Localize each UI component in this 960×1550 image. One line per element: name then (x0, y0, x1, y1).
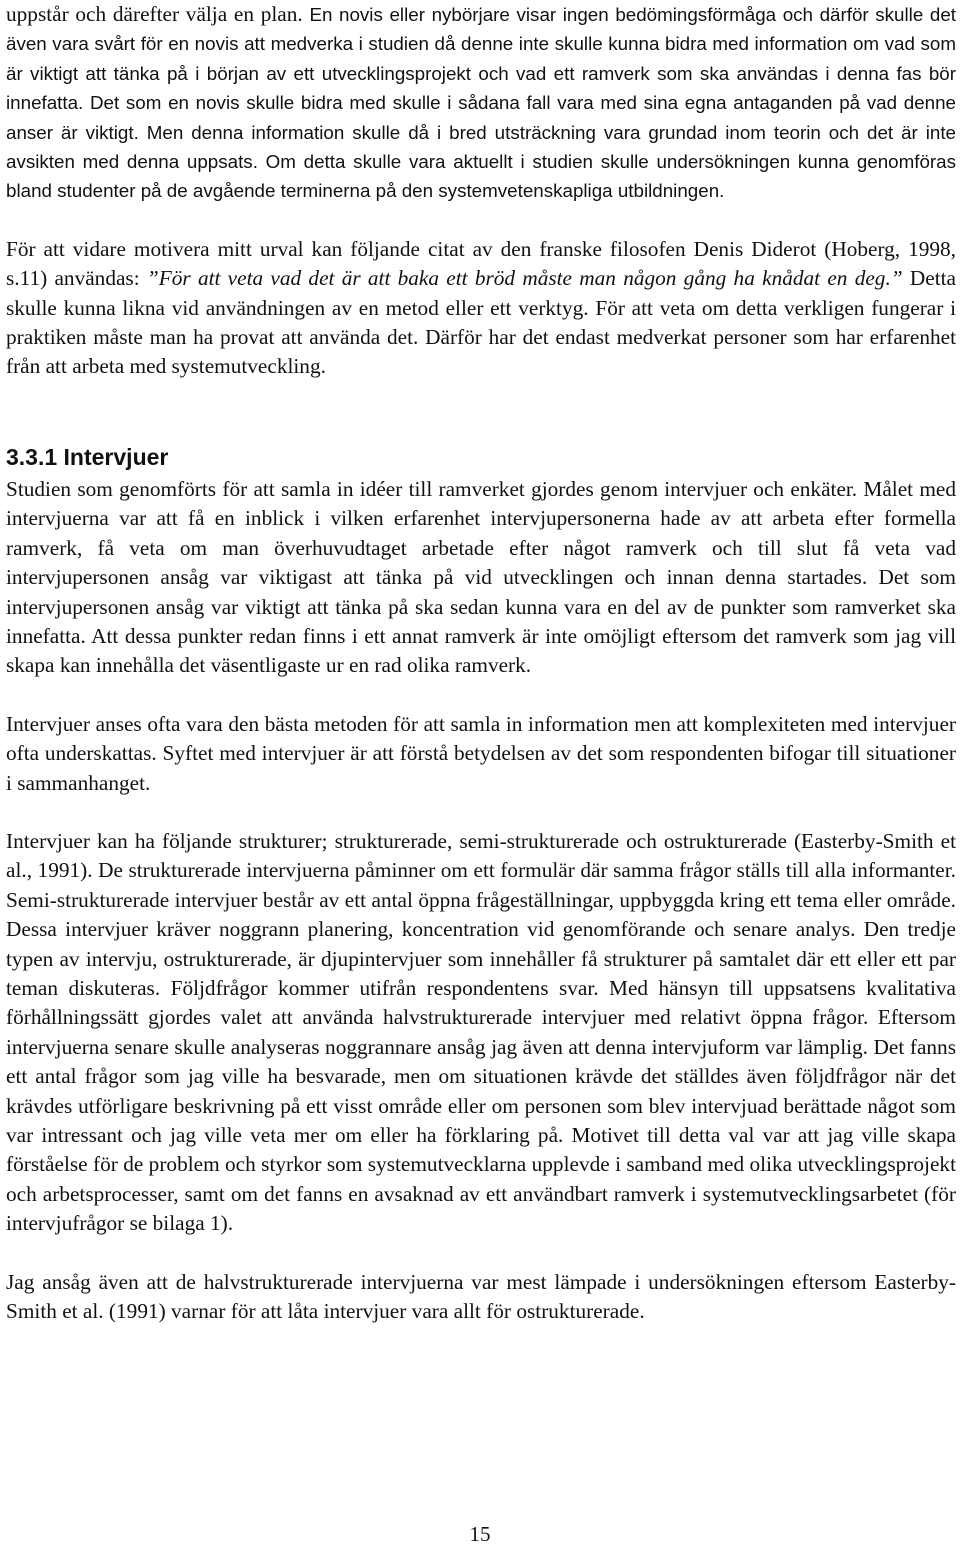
paragraph-before-quote: För att vidare motivera mitt urval kan följande citat av den franske filosofen Denis Diderot (Hoberg, 1998, s.11) användas: (6, 236, 956, 291)
paragraph-spacer (6, 798, 956, 827)
paragraph-after-quote: Detta skulle kunna likna vid användningen av en metod eller ett verktyg. För att veta om detta verkligen fungerar i praktiken måste man ha provat att använda det. Därför har det endast medverkat personer som har erfarenhet från att arbeta med systemutveckling. (6, 266, 957, 379)
section-spacer (6, 382, 956, 442)
paragraph-lead-text: uppstår och därefter välja en plan. (6, 2, 310, 26)
diderot-quote: ”För att veta vad det är att baka ett bröd måste man någon gång ha knådat en deg.” (146, 266, 903, 291)
paragraph-sample-selection (6, 0, 956, 206)
paragraph-novice-tail: Det som en novis skulle bidra med skulle i sådana fall vara med sina egna antaganden på vad denne anser är viktigt. Men denna information skulle då i bred utsträckning vara grundad inom teorin och det är inte avsikten med denna uppsats. Om detta skulle vara aktuellt i studien skulle undersökningen kunna genomföras bland studenter på de avgående terminerna på den systemvetenskapliga utbildningen. (6, 92, 956, 202)
paragraph-spacer (6, 681, 956, 710)
paragraph-semi-structured-choice: Jag ansåg även att de halvstrukturerade intervjuerna var mest lämpade i undersökningen eftersom Easterby-Smith et al. (1991) varnar för att låta intervjuer vara allt för ostrukturerade. (6, 1269, 956, 1324)
paragraph-interview-structures: Intervjuer kan ha följande strukturer; strukturerade, semi-strukturerade och ostrukturerade (Easterby-Smith et al., 1991). De strukturerade intervjuerna påminner om ett formulär där samma frågor ställs till alla informanter. Semi-strukturerade intervjuer består av ett antal öppna frågeställningar, uppbyggda kring ett tema eller område. Dessa intervjuer kräver noggrann planering, koncentration vid genomförande och senare analys. Den tredje typen av intervju, ostrukturerade, är djupintervjuer som innehåller få strukturer på samtalet där ett eller ett par teman diskuteras. Följdfrågor kommer utifrån respondentens svar. Med hänsyn till uppsatsens kvalitativa förhållningssätt gjordes valet att använda halvstrukturerade intervjuer med relativt öppna frågor. Eftersom intervjuerna senare skulle analyseras noggrannare ansåg jag även att denna intervjuform var lämplig. Det fanns ett antal frågor som jag ville ha besvarade, men om situationen krävde det ställdes även följdfrågor när det krävdes utförligare beskrivning på ett visst område eller om personen som blev intervjuad berättade något som var intressant och jag ville veta mer om eller ha förklaring på. Motivet till detta val var att jag ville skapa förståelse för de problem och styrkor som systemutvecklarna upplevde i samband med olika utvecklingsprojekt och arbetsprocesser, samt om det fanns en avsaknad av ett användbart ramverk i systemutvecklingsarbetet (för intervjufrågor se bilaga 1). (6, 828, 956, 1236)
page-number: 15 (469, 1522, 491, 1546)
paragraph-novice-text: En novis eller nybörjare visar ingen bedömingsförmåga och därför skulle det även vara svårt för en novis att medverka i studien då denne inte skulle kunna bidra med information om vad som är viktigt att tänka på i början av ett utvecklingsprojekt och vad ett ramverk som ska användas i denna fas bör innefatta. (6, 4, 957, 114)
paragraph-spacer (6, 1239, 956, 1268)
paragraph-study-method: Studien som genomförts för att samla in idéer till ramverket gjordes genom intervjuer och enkäter. Målet med intervjuerna var att få en inblick i vilken erfarenhet intervjupersonerna hade av att arbeta efter formella ramverk, få veta om man överhuvudtaget arbetade efter något ramverk och till slut få veta vad intervjupersonen ansåg var viktigast att tänka på vid utvecklingen och innan denna startades. Det som intervjupersonen ansåg var viktigt att tänka på ska sedan kunna vara en del av de punkter som ramverket ska innefatta. Att dessa punkter redan finns i ett annat ramverk är inte omöjligt eftersom det ramverk som jag vill skapa kan innehålla det väsentligaste ur en rad olika ramverk. (6, 476, 956, 678)
paragraph-interview-value: Intervjuer anses ofta vara den bästa metoden för att samla in information men att komplexiteten med intervjuer ofta underskattas. Syftet med intervjuer är att förstå betydelsen av det som respondenten bifogar till situationer i sammanhanget. (6, 711, 956, 795)
paragraph-spacer (6, 206, 956, 235)
paragraph-diderot-quote (6, 235, 956, 382)
section-heading-intervjuer: 3.3.1 Intervjuer (6, 443, 169, 470)
document-page (6, 0, 956, 1326)
